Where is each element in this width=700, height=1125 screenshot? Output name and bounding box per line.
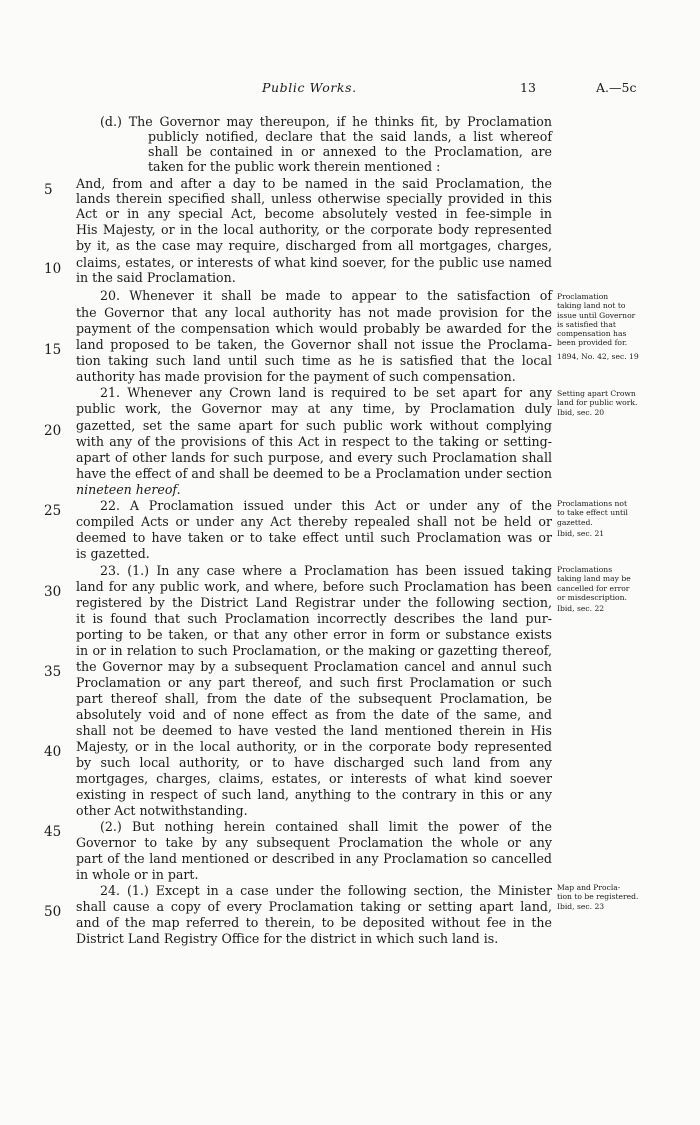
- text-line: payment of the compensation which would probably be awarded for the: [76, 321, 552, 336]
- text-line: Governor to take by any subsequent Proclamation the whole or any: [76, 835, 552, 850]
- section-20-start: 20. Whenever it shall be made to appear to the satisfaction of: [100, 288, 552, 303]
- running-header: [0, 80, 700, 98]
- text-line: publicly notified, declare that the said lands, a list whereof: [148, 129, 552, 144]
- line-number: 35: [44, 664, 62, 680]
- line-number: 20: [44, 423, 62, 439]
- text-line: Proclamation or any part thereof, and such first Proclamation or such: [76, 675, 552, 690]
- text-line: Majesty, or in the local authority, or in the corporate body represented: [76, 739, 552, 754]
- text-line: deemed to have taken or to take effect until such Proclamation was or: [76, 530, 552, 545]
- paper-reference: A.—5c: [596, 80, 637, 95]
- text-line: compiled Acts or under any Act thereby repealed shall not be held or: [76, 514, 552, 529]
- text-line: registered by the District Land Registrar under the following section,: [76, 595, 552, 610]
- text-line: mortgages, charges, claims, estates, or interests of what kind soever: [76, 771, 552, 786]
- text-line: other Act notwithstanding.: [76, 803, 248, 818]
- section-24-start: 24. (1.) Except in a case under the following section, the Minister: [100, 883, 552, 898]
- margin-note-section-21: Setting apart Crown land for public work. Ibid, sec. 20: [557, 389, 638, 417]
- text-line: Act or in any special Act, become absolutely vested in fee-simple in: [76, 206, 552, 221]
- text-line: and of the map referred to therein, to be deposited without fee in the: [76, 915, 552, 930]
- line-number: 30: [44, 584, 62, 600]
- text-line: His Majesty, or in the local authority, or the corporate body represented: [76, 222, 552, 237]
- text-line: the Governor may by a subsequent Proclamation cancel and annul such: [76, 659, 552, 674]
- subsection-23-2-start: (2.) But nothing herein contained shall limit the power of the: [100, 819, 552, 834]
- text-line: by such local authority, or to have discharged such land from any: [76, 755, 552, 770]
- text-line: in whole or in part.: [76, 867, 199, 882]
- text-line: part of the land mentioned or described in any Proclamation so cancelled: [76, 851, 552, 866]
- text-line: have the effect of and shall be deemed to be a Proclamation under section: [76, 466, 552, 481]
- line-number: 50: [44, 904, 62, 920]
- text-line: by it, as the case may require, discharged from all mortgages, charges,: [76, 238, 552, 253]
- text-line: public work, the Governor may at any time, by Proclamation duly: [76, 401, 552, 416]
- line-number: 5: [44, 182, 53, 198]
- text-line: with any of the provisions of this Act in respect to the taking or setting-: [76, 434, 552, 449]
- section-21-start: 21. Whenever any Crown land is required to be set apart for any: [100, 385, 552, 400]
- text-line: nineteen hereof.: [76, 482, 181, 497]
- margin-note-section-22: Proclamations not to take effect until gazetted. Ibid, sec. 21: [557, 499, 628, 538]
- text-line: part thereof shall, from the date of the subsequent Proclamation, be: [76, 691, 552, 706]
- text-line: absolutely void and of none effect as from the date of the same, and: [76, 707, 552, 722]
- text-line: District Land Registry Office for the district in which such land is.: [76, 931, 499, 946]
- margin-note-section-23: Proclamations taking land may be cancelled for error or misdescription. Ibid, sec. 22: [557, 565, 631, 614]
- section-22-start: 22. A Proclamation issued under this Act or under any of the: [100, 498, 552, 513]
- text-line: in the said Proclamation.: [76, 270, 236, 285]
- page-number: 13: [520, 80, 536, 95]
- text-line: it is found that such Proclamation incorrectly describes the land pur-: [76, 611, 552, 626]
- line-number: 15: [44, 342, 62, 358]
- line-number: 10: [44, 261, 62, 277]
- running-title: Public Works.: [262, 80, 357, 95]
- text-line: porting to be taken, or that any other error in form or substance exists: [76, 627, 552, 642]
- text-line: shall be contained in or annexed to the Proclamation, are: [148, 144, 552, 159]
- text-line: (d.) The Governor may thereupon, if he thinks fit, by Proclamation: [100, 114, 552, 129]
- text-line: taken for the public work therein mentioned :: [148, 159, 441, 174]
- text-line: apart of other lands for such purpose, and every such Proclamation shall: [76, 450, 552, 465]
- text-line: gazetted, set the same apart for such public work without complying: [76, 418, 552, 433]
- line-number: 45: [44, 824, 62, 840]
- section-23-start: 23. (1.) In any case where a Proclamation has been issued taking: [100, 563, 552, 578]
- text-line: lands therein specified shall, unless otherwise specially provided in this: [76, 191, 552, 206]
- text-line: shall not be deemed to have vested the land mentioned therein in His: [76, 723, 552, 738]
- margin-note-section-20: Proclamation taking land not to issue until Governor is satisfied that compensation has been provided for. 1894, No. 42, sec. 19: [557, 292, 639, 361]
- text-line: the Governor that any local authority has not made provision for the: [76, 305, 552, 320]
- margin-note-section-24: Map and Procla- tion to be registered. Ibid, sec. 23: [557, 883, 639, 911]
- text-line: authority has made provision for the payment of such compensation.: [76, 369, 516, 384]
- text-line: land for any public work, and where, before such Proclamation has been: [76, 579, 552, 594]
- text-line: shall cause a copy of every Proclamation taking or setting apart land,: [76, 899, 552, 914]
- text-line: existing in respect of such land, anything to the contrary in this or any: [76, 787, 552, 802]
- line-number: 40: [44, 744, 62, 760]
- text-line: is gazetted.: [76, 546, 150, 561]
- text-line: And, from and after a day to be named in the said Proclamation, the: [76, 176, 552, 191]
- text-line: tion taking such land until such time as he is satisfied that the local: [76, 353, 552, 368]
- text-line: land proposed to be taken, the Governor shall not issue the Proclama-: [76, 337, 552, 352]
- text-line: claims, estates, or interests of what kind soever, for the public use named: [76, 255, 552, 270]
- text-line: in or in relation to such Proclamation, or the making or gazetting thereof,: [76, 643, 552, 658]
- line-number: 25: [44, 503, 62, 519]
